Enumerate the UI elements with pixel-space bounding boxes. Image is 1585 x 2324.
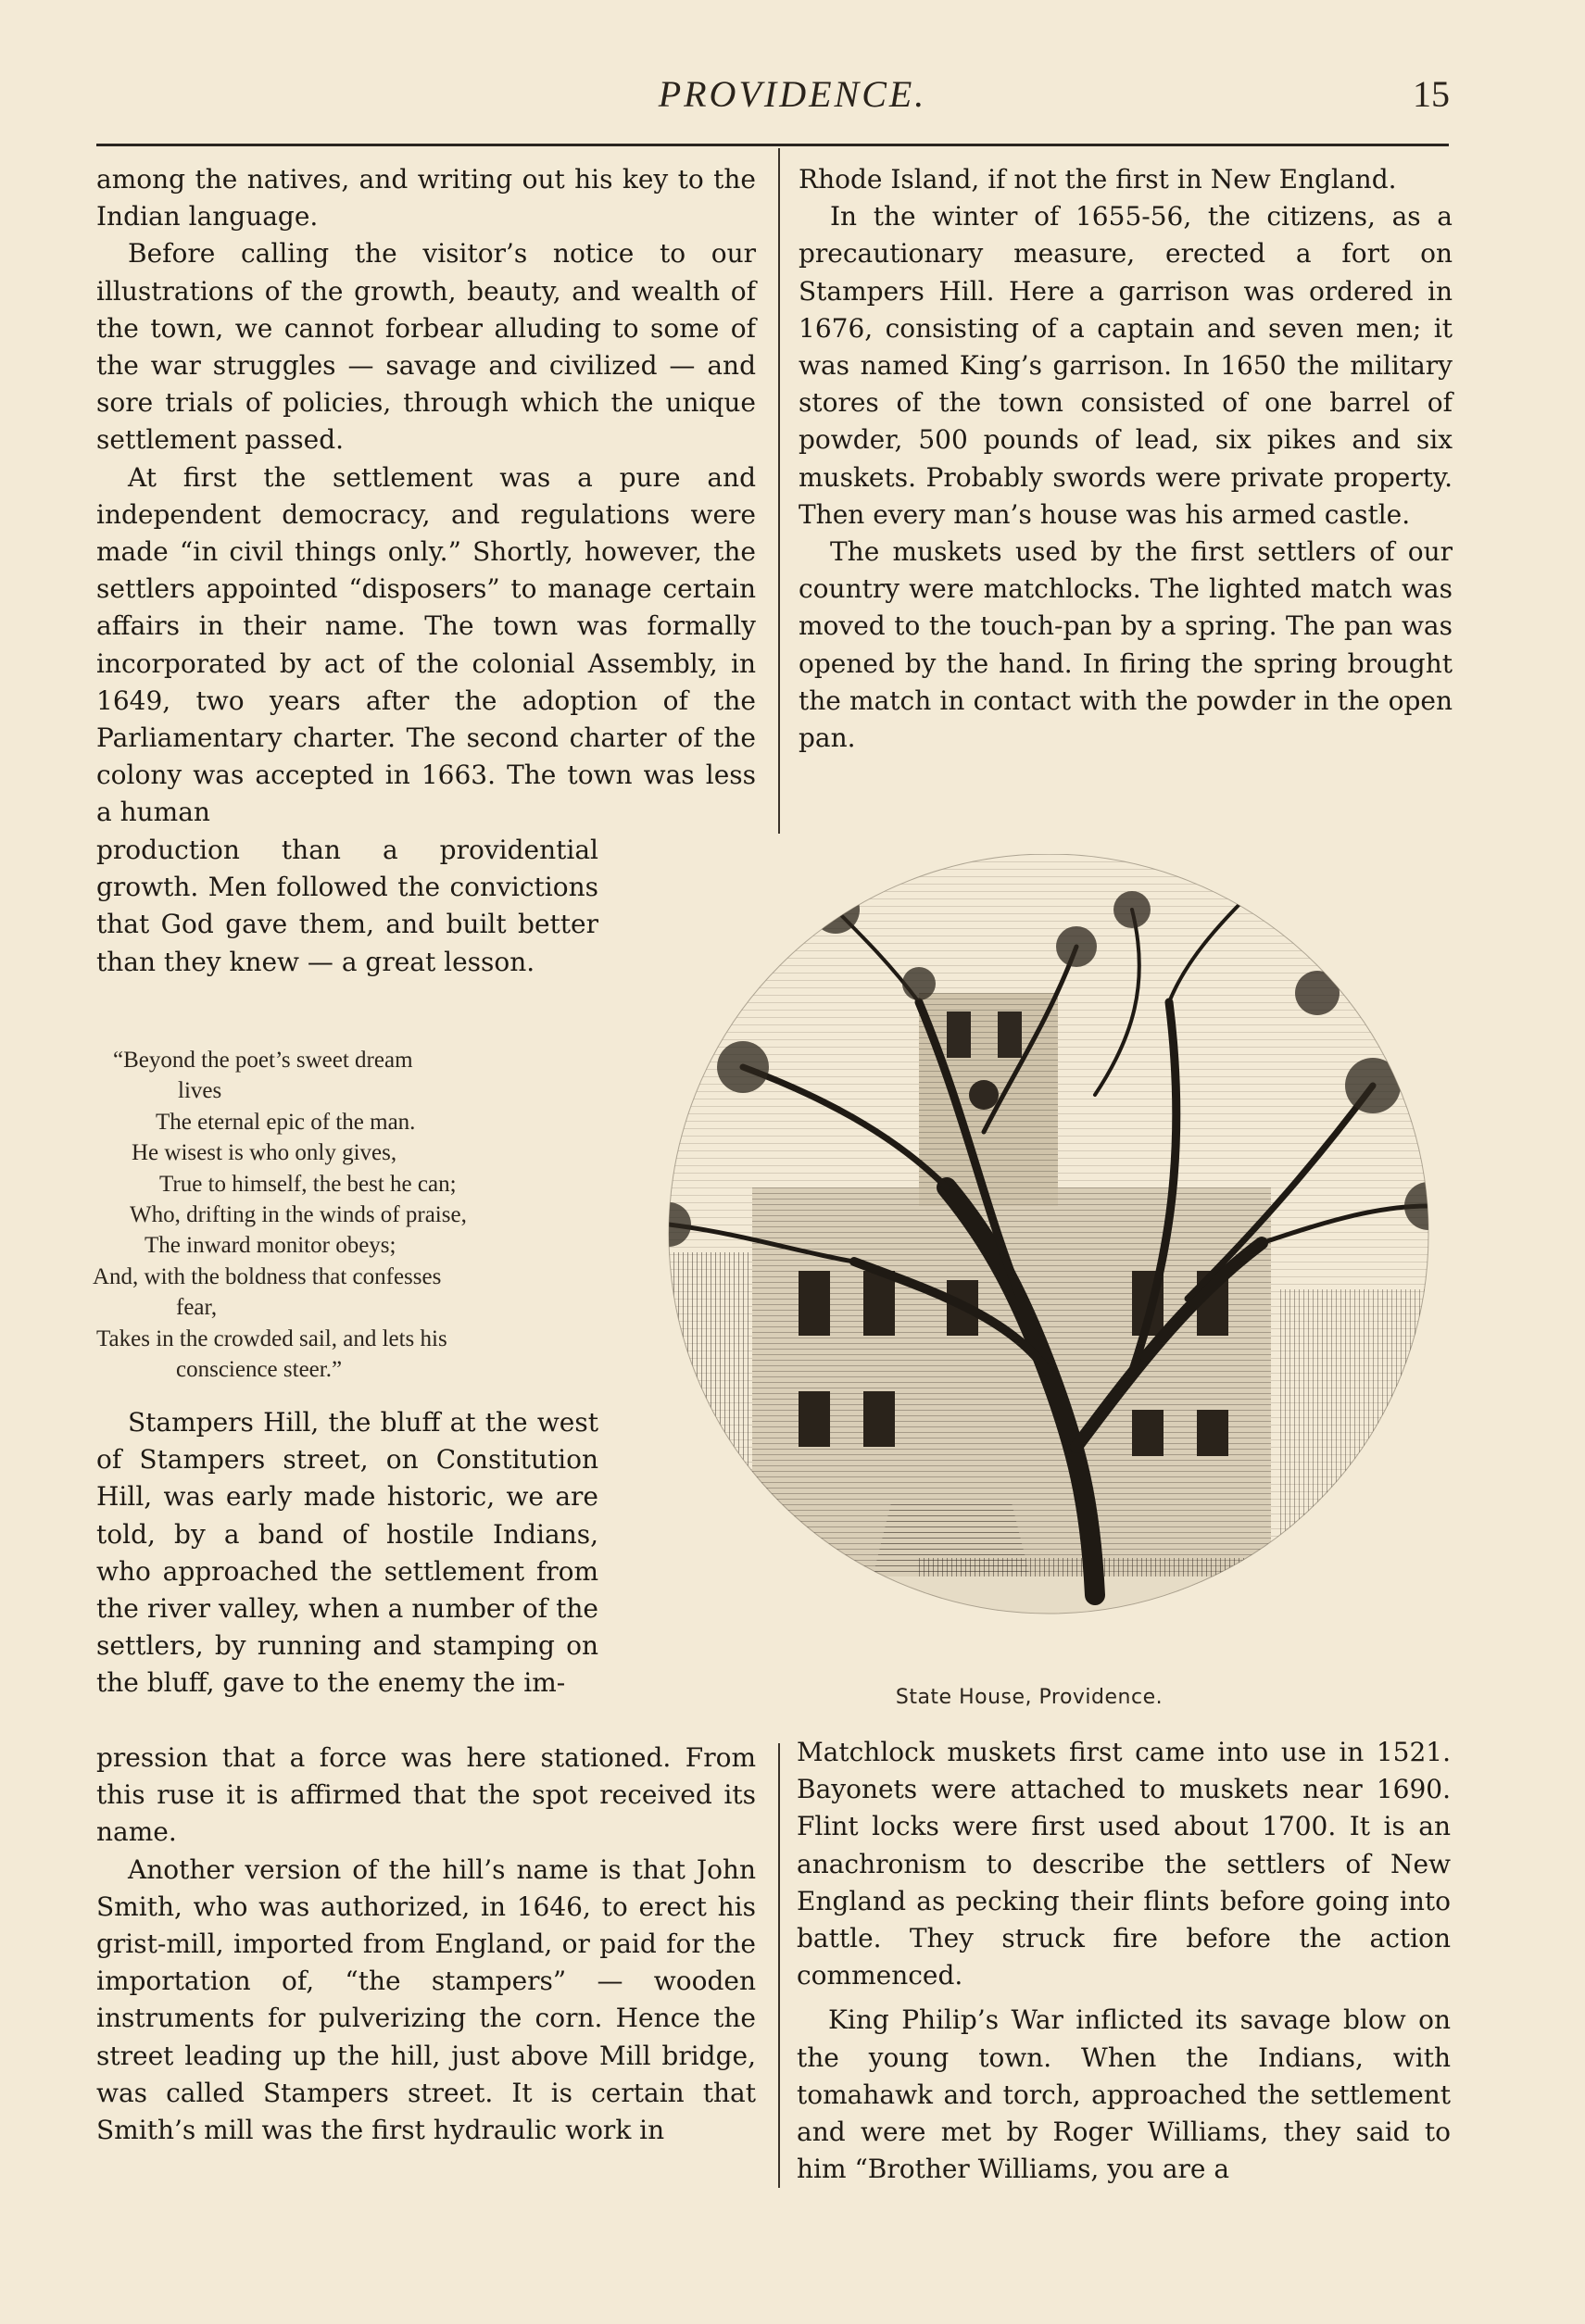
poem-line: The inward monitor obeys; (145, 1233, 396, 1259)
poem-line: He wisest is who only gives, (132, 1140, 397, 1166)
right-column-top (799, 161, 1453, 757)
paragraph: Stampers Hill, the bluff at the west of Stampers street, on Constitution Hill, was early made historic, we are told, by a band of hostile Indians, who approached the settlement from the river valley, when a number of the settlers, by running and stamping on the bluff, gave to the enemy the im- (96, 1407, 598, 1699)
paragraph: Rhode Island, if not the first in New England. (799, 164, 1397, 195)
poem-line: The eternal epic of the man. (156, 1109, 416, 1135)
paragraph: King Philip’s War inflicted its savage blow on the young town. When the Indians, with tomahawk and torch, approached the settlement and were met by Roger Williams, they said to him “Brother Williams, you are a (797, 2004, 1451, 2185)
state-house-engraving (613, 854, 1445, 1675)
paragraph: production than a providential growth. Men followed the convictions that God gave them, and built better than they knew — a great lesson. (96, 835, 598, 977)
left-column-top (96, 161, 756, 832)
left-narrow-bottom (96, 1404, 598, 1702)
header-rule (96, 144, 1449, 146)
paragraph: At first the settlement was a pure and independent democracy, and regulations were made “in civil things only.” Shortly, however, the settlers appointed “disposers” to manage certain affairs in their name. The town was formally incorporated by act of the colonial Assembly, in 1649, two years after the adoption of the Parliamentary charter. The second charter of the colony was accepted in 1663. The town was less a human (96, 461, 756, 828)
running-header-title: PROVIDENCE. (658, 73, 927, 115)
poem-line: Who, drifting in the winds of praise, (130, 1202, 467, 1228)
column-divider-bottom (778, 1743, 780, 2188)
paragraph: The muskets used by the first settlers of our country were matchlocks. The lighted match was moved to the touch-pan by a spring. The pan was opened by the hand. In firing the spring brought the match in contact with the powder in the open pan. (799, 536, 1453, 754)
paragraph: Matchlock muskets first came into use in 1521. Bayonets were attached to muskets near 1690. Flint locks were first used about 1700. It is an anachronism to describe the settlers of New England as pecking their flints before going into battle. They struck fire before the action commenced. (797, 1737, 1451, 1991)
poem-line: Takes in the crowded sail, and lets his (96, 1325, 447, 1351)
poem-line: True to himself, the best he can; (159, 1171, 457, 1197)
poem-line: lives (178, 1078, 222, 1104)
poem-line: fear, (176, 1295, 218, 1321)
column-divider-top (778, 148, 780, 834)
poem-line: And, with the boldness that confesses (93, 1263, 442, 1289)
engraving-scene (613, 854, 1445, 1675)
paragraph: Before calling the visitor’s notice to our illustrations of the growth, beauty, and wealth of the town, we cannot forbear alluding to some of the war struggles — savage and civilized — and sore trials of policies, through which the unique settlement passed. (96, 238, 756, 456)
paragraph: among the natives, and writing out his key to the Indian language. (96, 164, 756, 232)
poem-line: “Beyond the poet’s sweet dream (113, 1048, 413, 1073)
left-narrow-top (96, 832, 598, 981)
right-column-bottom (797, 1734, 1451, 2188)
poem-line: conscience steer.” (176, 1357, 343, 1383)
page-number: 15 (1413, 73, 1450, 115)
paragraph: pression that a force was here stationed. From this ruse it is affirmed that the spot received its name. (96, 1742, 756, 1848)
illustration-caption: State House, Providence. (895, 1686, 1164, 1709)
paragraph: In the winter of 1655-56, the citizens, as a precautionary measure, erected a fort on Stampers Hill. Here a garrison was ordered in 1676, consisting of a captain and seven men; it was named King’s garrison. In 1650 the military stores of the town consisted of one barrel of powder, 500 pounds of lead, six pikes and six muskets. Probably swords were private property. Then every man’s house was his armed castle. (799, 201, 1453, 530)
left-column-bottom (96, 1740, 756, 2149)
poem-quotation (93, 1045, 602, 1385)
paragraph: Another version of the hill’s name is that John Smith, who was authorized, in 1646, to erect his grist-mill, imported from England, or paid for the importation of, “the stampers” — wooden instruments for pulverizing the corn. Hence the street leading up the hill, just above Mill bridge, was called Stampers street. It is certain that Smith’s mill was the first hydraulic work in (96, 1853, 756, 2146)
